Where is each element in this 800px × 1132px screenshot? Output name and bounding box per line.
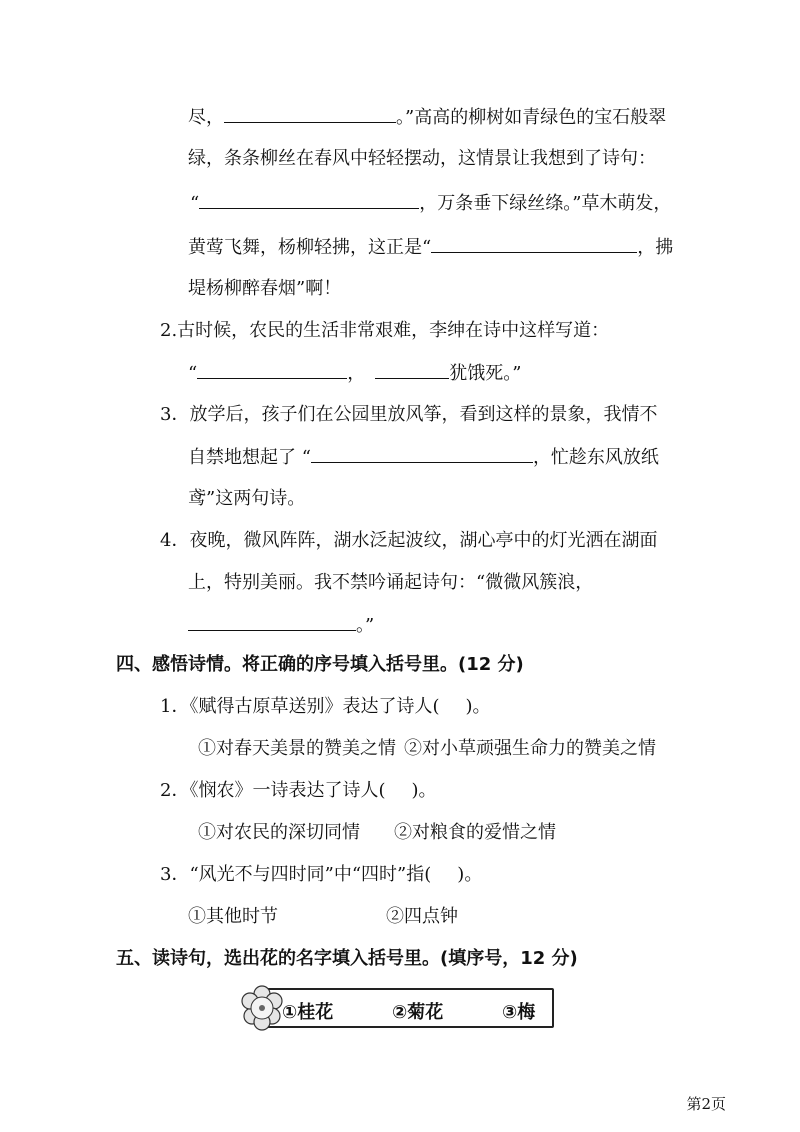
q2-line-1: 2.古时候，农民的生活非常艰难，李绅在诗中这样写道： <box>160 320 610 341</box>
answer-blank[interactable] <box>375 360 449 379</box>
text: ，万条垂下绿丝绦。”草木萌发， <box>419 193 672 214</box>
text: “ <box>188 363 198 384</box>
text: 自禁地想起了 “ <box>188 447 311 468</box>
text: ， <box>347 363 366 384</box>
text: 2．《悯农》一诗表达了诗人( <box>160 780 386 801</box>
flower-option-2: ②菊花 <box>392 1002 444 1023</box>
q1-line-4 <box>188 234 673 261</box>
text: 3．“风光不与四时同”中“四时”指( <box>160 864 432 885</box>
text: “ <box>190 193 200 214</box>
text: 尽， <box>188 107 224 128</box>
text: 犹饿死。” <box>449 363 522 384</box>
q1-line-2: 绿，条条柳丝在春风中轻轻摆动，这情景让我想到了诗句： <box>188 148 656 169</box>
s4-q1-stem <box>160 694 491 720</box>
option-2: ②对小草顽强生命力的赞美之情 <box>404 738 656 759</box>
answer-blank[interactable] <box>431 234 637 253</box>
option-2: ②四点钟 <box>386 906 458 927</box>
text: 黄莺飞舞，杨柳轻拂，这正是“ <box>188 237 432 258</box>
s4-q3-stem <box>160 862 482 888</box>
text: 。”高高的柳树如青绿色的宝石般翠 <box>396 107 667 128</box>
flower-options-box <box>260 988 554 1028</box>
text: )。 <box>465 696 491 717</box>
s4-q2-stem <box>160 778 437 804</box>
section5-heading: 五、读诗句，选出花的名字填入括号里。(填序号，12 分) <box>116 948 578 969</box>
q3-line-2 <box>188 444 659 471</box>
answer-blank[interactable] <box>224 104 396 123</box>
q4-line-2: 上，特别美丽。我不禁吟诵起诗句：“微微风簇浪， <box>188 572 594 593</box>
text: ，拂 <box>637 237 674 258</box>
q1-line-3 <box>190 190 671 217</box>
q1-line-1 <box>188 104 666 131</box>
s4-q3-options <box>188 904 458 930</box>
option-1: ①对春天美景的赞美之情 <box>198 738 396 759</box>
option-1: ①对农民的深切同情 <box>198 822 360 843</box>
flower-icon <box>238 984 286 1032</box>
text: ，忙趁东风放纸 <box>532 447 659 468</box>
q2-line-2 <box>188 360 521 387</box>
option-1: ①其他时节 <box>188 906 278 927</box>
page-number: 第2页 <box>686 1095 726 1113</box>
q3-line-1: 3．放学后，孩子们在公园里放风筝，看到这样的景象，我情不 <box>160 404 658 425</box>
answer-blank[interactable] <box>197 360 347 379</box>
flower-option-1: ①桂花 <box>282 1002 334 1023</box>
text: )。 <box>457 864 483 885</box>
s4-q2-options <box>198 820 556 846</box>
answer-blank[interactable] <box>199 190 419 209</box>
section4-heading: 四、感悟诗情。将正确的序号填入括号里。(12 分) <box>116 654 524 675</box>
text: 1．《赋得古原草送别》表达了诗人( <box>160 696 440 717</box>
s4-q1-options <box>198 736 656 762</box>
q4-line-1: 4．夜晚，微风阵阵，湖水泛起波纹，湖心亭中的灯光洒在湖面 <box>160 530 658 551</box>
q4-line-3 <box>188 612 374 639</box>
text: )。 <box>411 780 437 801</box>
option-2: ②对粮食的爱惜之情 <box>394 822 556 843</box>
text: 。” <box>356 615 375 636</box>
q3-line-3: 鸢”这两句诗。 <box>188 488 306 509</box>
answer-blank[interactable] <box>311 444 533 463</box>
q1-line-5: 堤杨柳醉春烟”啊！ <box>188 278 342 299</box>
flower-option-3: ③梅 <box>502 1002 536 1023</box>
answer-blank[interactable] <box>188 612 356 631</box>
